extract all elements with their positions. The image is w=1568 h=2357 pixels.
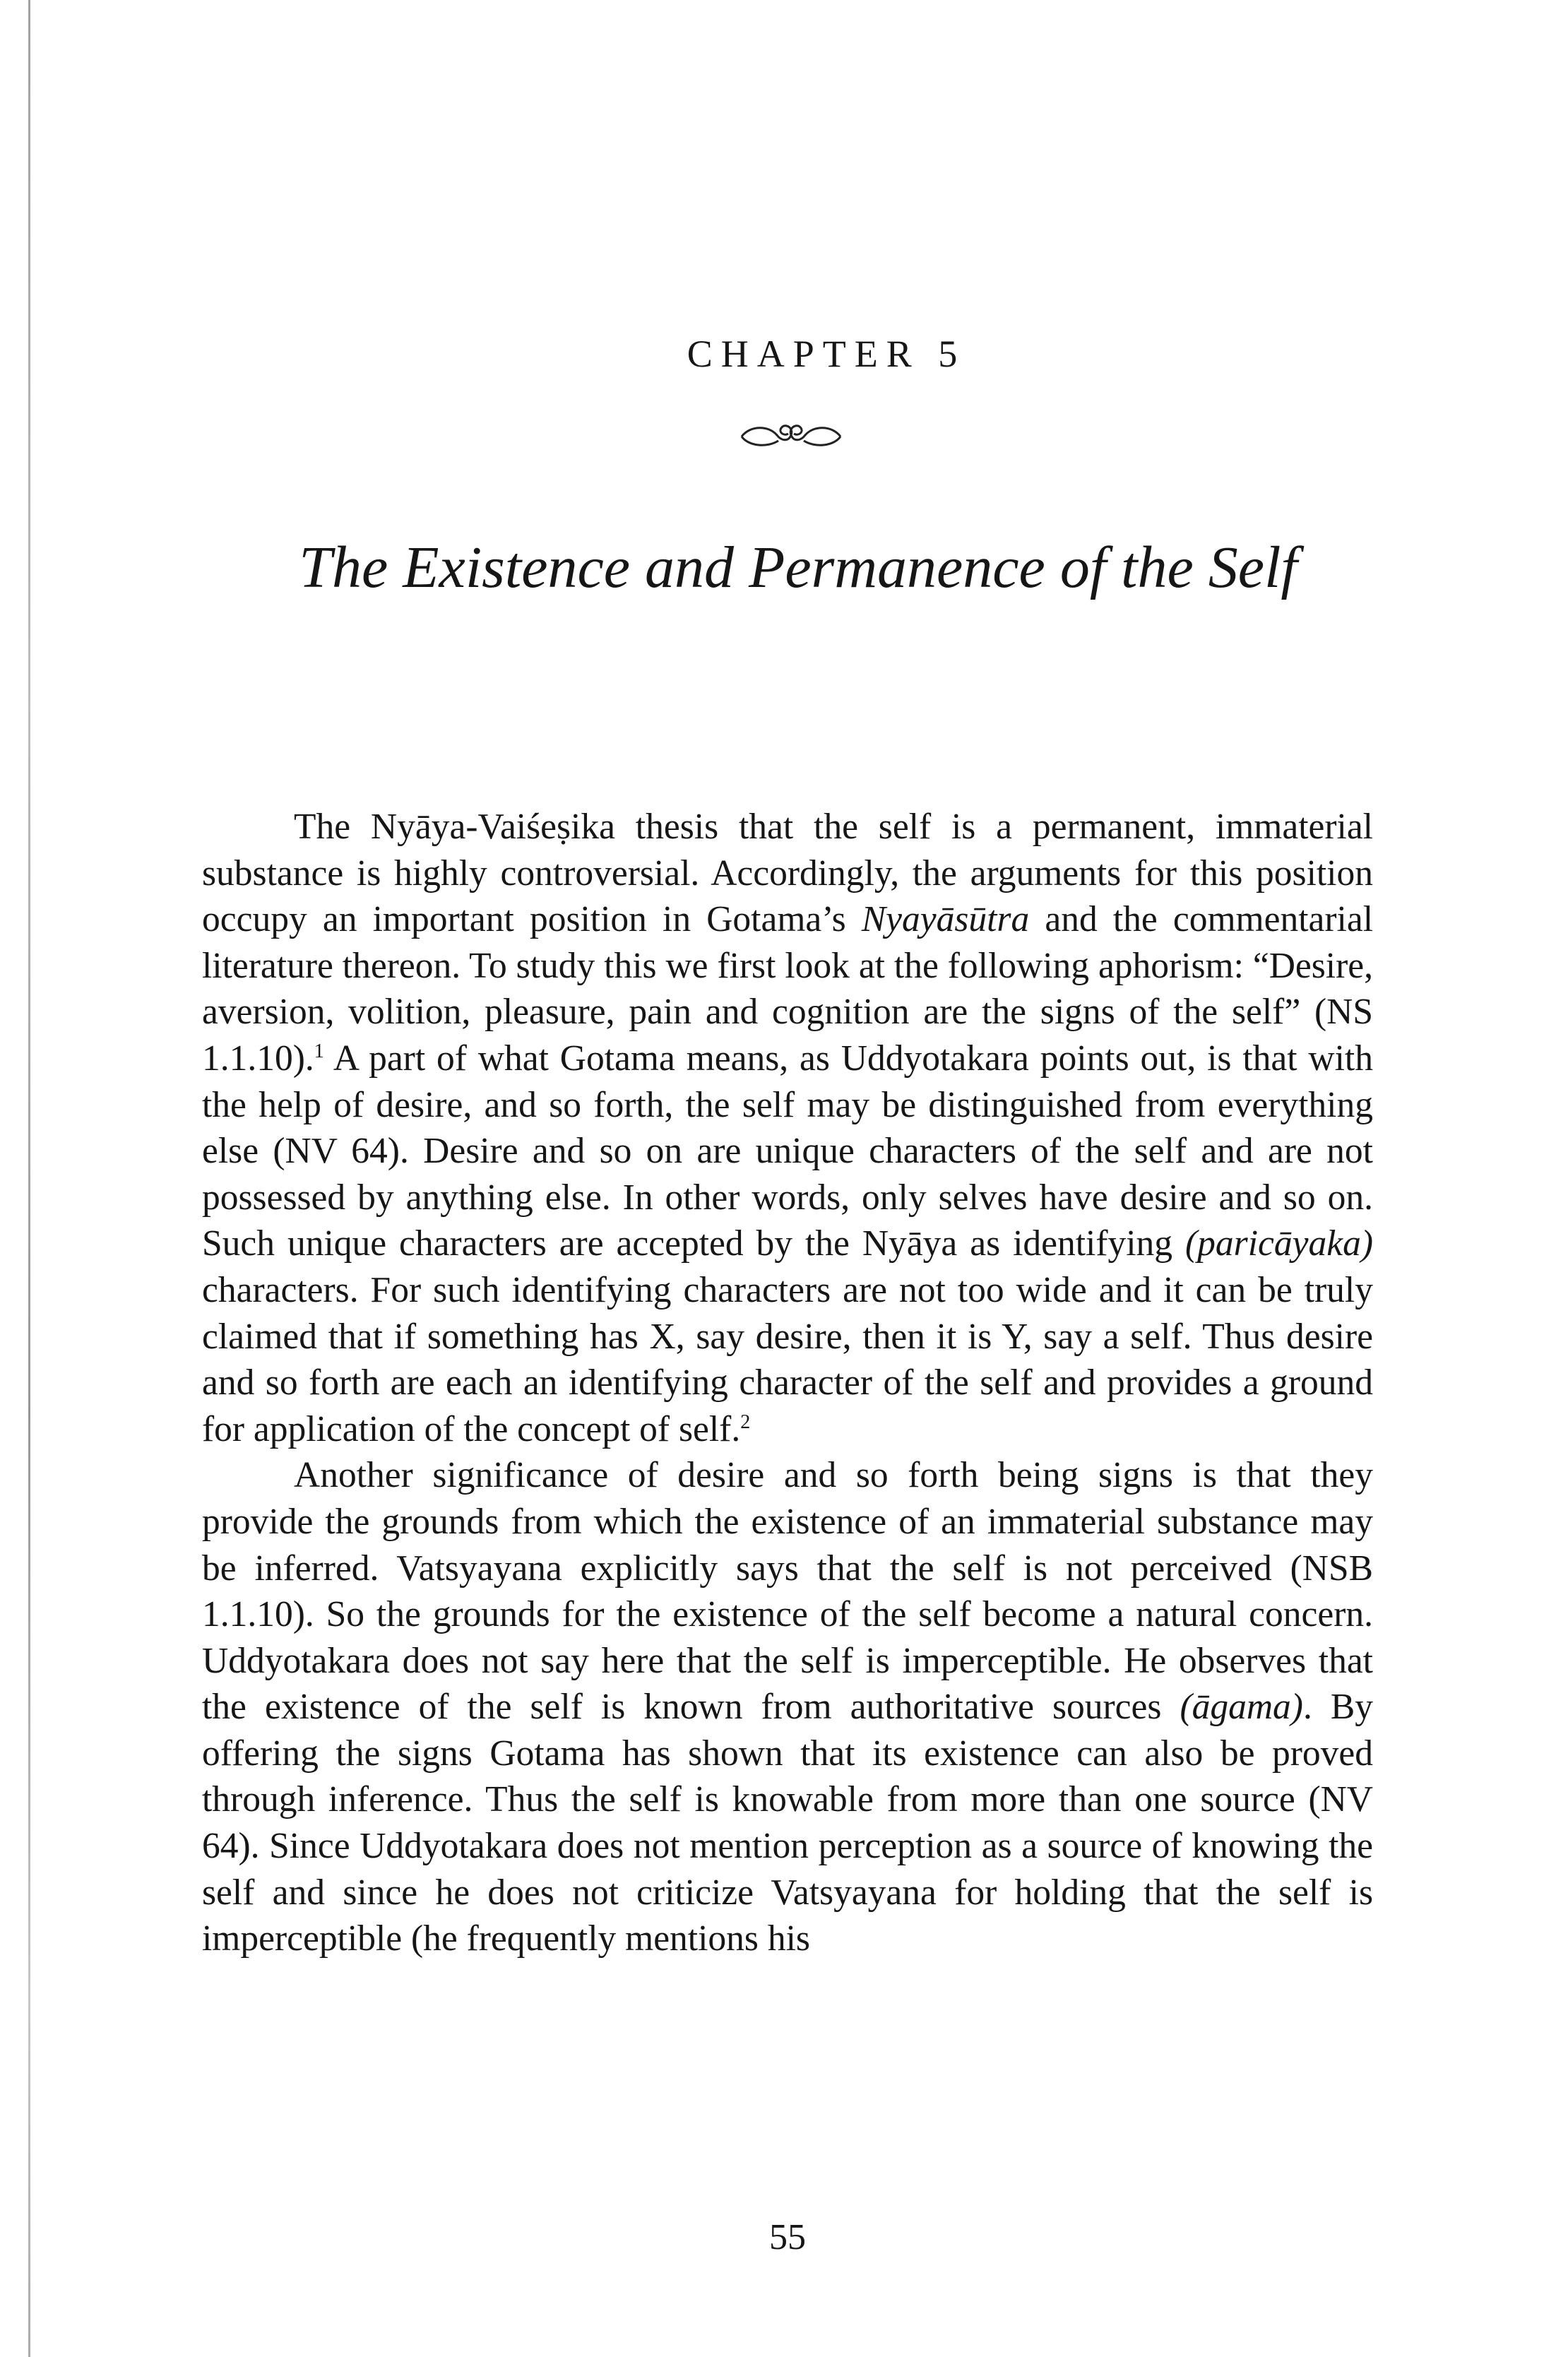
text-run: characters. For such identifying characters are not too wide and it can be truly claimed that if something has X, say desire, then it is Y, say a self. Thus desire and so forth are each an identifying character of the self and provides a ground for application of the concept of self.: [202, 1269, 1373, 1449]
footnote-marker: 1: [314, 1040, 324, 1062]
text-run: The Nyāya-Vaiśeṣika thesis that the self is a permanent, immaterial substance is highly controversial. Accordingly, the arguments for this position occupy an important position in Gotama’s: [202, 807, 1373, 940]
footnote-marker: 2: [740, 1411, 751, 1433]
italic-term: (paricāyaka): [1185, 1223, 1373, 1264]
paragraph: [202, 1452, 1373, 1962]
text-run: A part of what Gotama means, as Uddyotakara points out, is that with the help of desire, and so forth, the self may be distinguished from everything else (NV 64). Desire and so on are unique characters of the self and are not possessed by anything else. In other words, only selves have desire and so on. Such unique characters are accepted by the Nyāya as identifying: [202, 1038, 1373, 1264]
fleuron-ornament-icon: [735, 417, 848, 452]
body-text: [202, 804, 1373, 1962]
italic-term: Nyayāsūtra: [861, 899, 1030, 940]
text-run: . By offering the signs Gotama has shown that its existence can also be proved through inference. Thus the self is knowable from more than one source (NV 64). Since Uddyotakara does not mention perception as a source of knowing the self and since he does not criticize Vatsyayana for holding that the self is imperceptible (he frequently mentions his: [202, 1687, 1373, 1959]
italic-term: (āgama): [1180, 1687, 1303, 1728]
page-number: 55: [769, 2217, 806, 2257]
text-run: and the commentarial literature thereon. To study this we first look at the following aphorism: “Desire, aversion, volition, pleasure, pain and cognition are the signs of the self” (NS 1.1.10).: [202, 899, 1374, 1079]
chapter-label: CHAPTER 5: [687, 333, 966, 375]
chapter-title: The Existence and Permanence of the Self: [299, 535, 1297, 600]
paragraph: [202, 804, 1373, 1452]
text-run: Another significance of desire and so forth being signs is that they provide the grounds from which the existence of an immaterial substance may be inferred. Vatsyayana explicitly says that the self is not perceived (NSB 1.1.10). So the grounds for the existence of the self become a natural concern. Uddyotakara does not say here that the self is imperceptible. He observes that the existence of the self is known from authoritative sources: [202, 1455, 1373, 1728]
